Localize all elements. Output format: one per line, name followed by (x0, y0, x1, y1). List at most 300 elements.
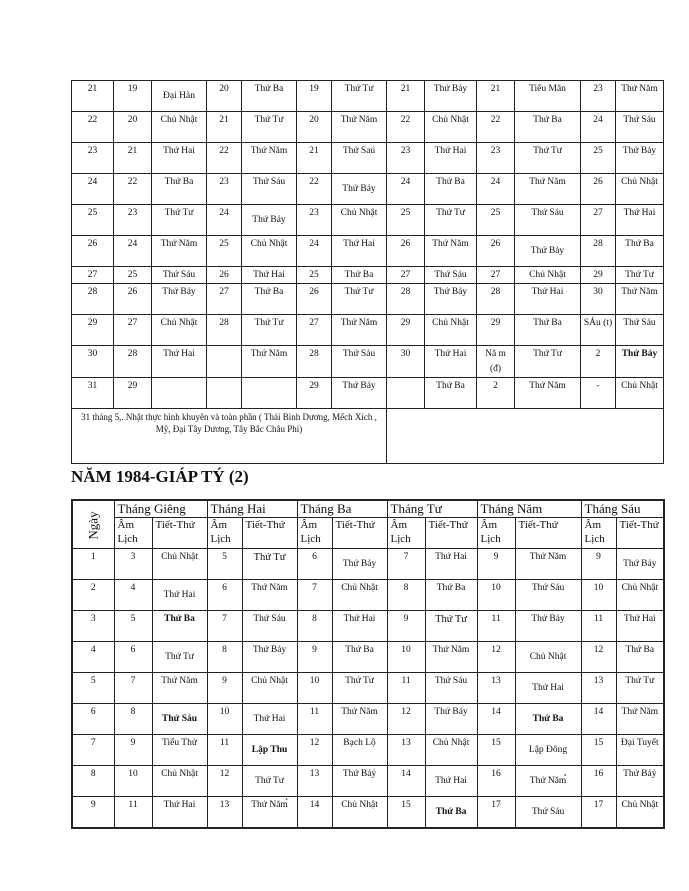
table-cell: Chủ Nhật (616, 580, 664, 611)
table-cell: Thứ Tư (152, 205, 207, 236)
table-cell: Thứ Ba (515, 112, 581, 143)
day-number-cell: 28 (72, 284, 114, 315)
table-cell: 24 (477, 174, 515, 205)
table-cell (152, 378, 207, 409)
table-cell: 14 (477, 704, 515, 735)
table-cell: Thứ Tư (425, 205, 477, 236)
table-cell: Thứ Ba (242, 284, 297, 315)
table-cell: 14 (581, 704, 616, 735)
table-cell: 11 (297, 704, 332, 735)
table-cell: Thứ Năm (425, 642, 477, 673)
table-cell: Thứ Ba (515, 315, 581, 346)
table-cell: Thứ Sáu (152, 704, 207, 735)
table-cell: 7 (297, 580, 332, 611)
table-cell: Chủ Nhật (332, 205, 387, 236)
table-cell: 23 (114, 205, 152, 236)
table-cell: Thứ Tư (515, 143, 581, 174)
table-cell: 30 (581, 284, 616, 315)
table-cell: 22 (297, 174, 332, 205)
table-cell: 13 (297, 766, 332, 797)
table-cell: Thứ Bảỷ (332, 766, 387, 797)
table-cell: Thứ Hai (332, 236, 387, 267)
table-cell: 24 (387, 174, 425, 205)
table-cell (242, 378, 297, 409)
table-cell: Chủ Nhật (616, 378, 664, 409)
table-cell: 9 (297, 642, 332, 673)
table-cell: Đại Hàn (152, 81, 207, 112)
table-cell: Thứ Năm (332, 315, 387, 346)
table-cell: Thứ Tư (332, 673, 387, 704)
table-cell: 26 (114, 284, 152, 315)
table-cell: Thứ Hai (152, 346, 207, 378)
table-cell: 22 (387, 112, 425, 143)
table-cell: 16 (581, 766, 616, 797)
table-cell: 25 (387, 205, 425, 236)
table-cell: Tiểu Mãn (515, 81, 581, 112)
table-cell: Thứ Ba (425, 797, 477, 829)
table-cell: Thứ Bảy (332, 549, 387, 580)
table-cell: 12 (207, 766, 242, 797)
table-cell: Thứ Hai (425, 143, 477, 174)
table-cell: Thứ Sáu (515, 797, 581, 829)
table-row (72, 174, 664, 205)
table-cell: 23 (207, 174, 242, 205)
month-header: Tháng Sáu (581, 500, 664, 518)
table-cell: Thứ Bảy (515, 611, 581, 642)
table-cell: 22 (114, 174, 152, 205)
table-cell: 14 (297, 797, 332, 829)
table-cell: Thứ Ba (425, 378, 477, 409)
table-row (72, 611, 664, 642)
day-number-cell: 8 (72, 766, 114, 797)
table-cell: 23 (581, 81, 616, 112)
day-number-cell: 4 (72, 642, 114, 673)
month-header: Tháng Ba (297, 500, 387, 518)
table-row (72, 205, 664, 236)
table-cell: Thứ Tư (616, 267, 664, 284)
table-cell: 11 (387, 673, 425, 704)
table-cell: Thứ Ba (425, 580, 477, 611)
table-cell: 28 (581, 236, 616, 267)
table-cell: 20 (297, 112, 332, 143)
table-cell: Thứ Năm (515, 378, 581, 409)
table-cell: 26 (207, 267, 242, 284)
table-cell: 10 (581, 580, 616, 611)
table-row (72, 673, 664, 704)
table-cell: 26 (297, 284, 332, 315)
table-cell: 10 (297, 673, 332, 704)
day-number-cell: 3 (72, 611, 114, 642)
table-cell: Thứ Tư (332, 284, 387, 315)
eclipse-note: 31 tháng 5,. Nhật thực hình khuyên và toàn phần ( Thái Bình Dương, Mếch Xích , Mỹ, Đại Tây Dương, Tây Bắc Châu Phi) (72, 409, 387, 464)
table-cell: Thứ Hai (616, 611, 664, 642)
table-cell: 13 (387, 735, 425, 766)
table-cell: 7 (207, 611, 242, 642)
table-cell: Chủ Nhật (152, 766, 207, 797)
table-cell: 25 (477, 205, 515, 236)
table-cell: Thứ Năm (515, 549, 581, 580)
table-cell: Thứ Bảy (425, 284, 477, 315)
table-cell: Thứ Hai (616, 205, 664, 236)
table-row (72, 580, 664, 611)
table-cell: Thứ Hai (152, 143, 207, 174)
sub-header: Tiết-Thứ (152, 518, 207, 549)
day-number-cell: 5 (72, 673, 114, 704)
table-cell: Thứ Bảy (616, 549, 664, 580)
table-cell: 20 (207, 81, 242, 112)
table-cell: Thứ Năm̉ (515, 766, 581, 797)
table-cell: Thứ Bảy (515, 236, 581, 267)
table-cell: Chủ Nhật (616, 797, 664, 829)
table-cell: 23 (477, 143, 515, 174)
sub-header: Âm Lịch (581, 518, 616, 549)
table-cell: 13 (477, 673, 515, 704)
table-cell: 16 (477, 766, 515, 797)
table-row (72, 378, 664, 409)
table-cell: Thứ Hai (152, 797, 207, 829)
table-cell: 10 (114, 766, 152, 797)
table-cell: Chủ Nhật (515, 267, 581, 284)
table-cell: Thứ Bảy (242, 642, 297, 673)
table-cell: 28 (114, 346, 152, 378)
table-cell: 9 (477, 549, 515, 580)
table-cell: 2 (581, 346, 616, 378)
table-cell: 30 (387, 346, 425, 378)
table-cell: Thứ Năm (616, 704, 664, 735)
table-cell: Thứ Hai (425, 766, 477, 797)
table-cell: Thứ Tư (616, 673, 664, 704)
table-cell: 21 (297, 143, 332, 174)
table-cell: Thứ Hai (515, 284, 581, 315)
table-cell: Chủ Nhật (152, 315, 207, 346)
ngay-header: Ngày (72, 500, 114, 549)
table-cell: 9 (114, 735, 152, 766)
table-cell: Thứ Năm (242, 346, 297, 378)
table-cell: 29 (114, 378, 152, 409)
table-cell: 23 (297, 205, 332, 236)
table-cell: Thứ Bảy (616, 346, 664, 378)
table-cell: 24 (297, 236, 332, 267)
table-cell: 24 (114, 236, 152, 267)
sub-header: Âm Lịch (114, 518, 152, 549)
table-cell: 9 (581, 549, 616, 580)
table-cell: Thứ Năm̉ (242, 797, 297, 829)
table-cell: 28 (477, 284, 515, 315)
table-cell: 6 (114, 642, 152, 673)
table-cell: 24 (581, 112, 616, 143)
table-cell: Chủ Nhật (242, 236, 297, 267)
day-number-cell: 27 (72, 267, 114, 284)
table-cell: Thứ Ba (332, 642, 387, 673)
table-cell: SÁu (t) (581, 315, 616, 346)
table-cell: Thứ Sáu (616, 112, 664, 143)
table-cell: Thứ Năm (332, 704, 387, 735)
table-cell: 27 (387, 267, 425, 284)
table-cell: Thứ Sáu (425, 267, 477, 284)
table-cell: 26 (581, 174, 616, 205)
day-number-cell: 7 (72, 735, 114, 766)
table-cell: 24 (207, 205, 242, 236)
month-header: Tháng Năm (477, 500, 581, 518)
table-cell: 25 (114, 267, 152, 284)
table-cell: Chủ Nhật (425, 315, 477, 346)
table-cell: Thứ Tư (425, 611, 477, 642)
table-cell: 8 (207, 642, 242, 673)
table-row (72, 236, 664, 267)
table-cell: 15 (387, 797, 425, 829)
table-cell: 21 (477, 81, 515, 112)
table-cell: Chủ Nhật (332, 580, 387, 611)
table-cell: 21 (387, 81, 425, 112)
day-number-cell: 6 (72, 704, 114, 735)
table-cell: 22 (477, 112, 515, 143)
sub-header: Tiết-Thứ (332, 518, 387, 549)
table-cell: 13 (207, 797, 242, 829)
table-cell: 12 (477, 642, 515, 673)
table-cell: 22 (207, 143, 242, 174)
table-cell: 5 (207, 549, 242, 580)
table-cell: Thứ Hai (152, 580, 207, 611)
table-cell: Thứ Ba (515, 704, 581, 735)
table-cell: 27 (207, 284, 242, 315)
table-cell: 10 (477, 580, 515, 611)
table-cell: Thứ Ba (425, 174, 477, 205)
sub-header: Âm Lịch (387, 518, 425, 549)
table-cell: 15 (581, 735, 616, 766)
sub-header: Tiết-Thứ (242, 518, 297, 549)
table-row (72, 642, 664, 673)
table-cell: Thứ Sáu (425, 673, 477, 704)
table-cell: 21 (114, 143, 152, 174)
table-cell: Thứ Ba (152, 611, 207, 642)
day-number-cell: 9 (72, 797, 114, 829)
table-cell: 27 (581, 205, 616, 236)
table-cell: 26 (477, 236, 515, 267)
table-cell: Tiểu Thử (152, 735, 207, 766)
table-row (72, 766, 664, 797)
table-cell: Chủ Nhật (332, 797, 387, 829)
table-cell: Thứ Sáu (515, 205, 581, 236)
table-cell: 25 (297, 267, 332, 284)
table-cell: Chủ Nhật (425, 735, 477, 766)
table-cell: Lập Đông (515, 735, 581, 766)
table-cell: Thứ Năm (332, 112, 387, 143)
table-cell: 11 (581, 611, 616, 642)
day-number-cell: 24 (72, 174, 114, 205)
table-cell: 6 (207, 580, 242, 611)
table-cell: 29 (477, 315, 515, 346)
table-cell: 28 (297, 346, 332, 378)
table-cell: Đại Tuyết (616, 735, 664, 766)
table-cell: Thứ Tư (332, 81, 387, 112)
table-cell: Thứ Năm (152, 673, 207, 704)
table-cell: Thứ Sáu (242, 174, 297, 205)
table-cell: Thứ Tư (242, 766, 297, 797)
table-cell: 29 (581, 267, 616, 284)
table-cell: Thứ Tư (152, 642, 207, 673)
table-cell: Thứ Sáu (616, 315, 664, 346)
table-row (72, 315, 664, 346)
table-cell: Thứ Bảy (242, 205, 297, 236)
table-cell: Thứ Hai (242, 704, 297, 735)
table-cell: 19 (114, 81, 152, 112)
table-cell: Chủ Nhật (425, 112, 477, 143)
table-row (72, 284, 664, 315)
table-cell: Chủ Nhật (152, 549, 207, 580)
table-cell: Thứ Năm (152, 236, 207, 267)
table-cell: Thứ Tư (242, 315, 297, 346)
note-row (72, 409, 664, 464)
table-cell: Thứ Năm (515, 174, 581, 205)
table-cell: 12 (387, 704, 425, 735)
day-number-cell: 30 (72, 346, 114, 378)
table-cell: 4 (114, 580, 152, 611)
table-cell: 12 (297, 735, 332, 766)
table-cell: - (581, 378, 616, 409)
table-cell: Thứ Năm (425, 236, 477, 267)
table-cell: Thứ Ba (616, 236, 664, 267)
table-cell: Thứ Năm (616, 284, 664, 315)
table-cell: 9 (387, 611, 425, 642)
table-cell: 28 (207, 315, 242, 346)
table-cell: 3 (114, 549, 152, 580)
table-cell: Thứ Năm (242, 580, 297, 611)
table-cell: Thứ Sáu (515, 580, 581, 611)
table-cell: Thứ Ba (152, 174, 207, 205)
table-cell: Thứ Tư (515, 346, 581, 378)
table-cell: 27 (477, 267, 515, 284)
table-cell: 27 (114, 315, 152, 346)
table-cell: Lập Thu (242, 735, 297, 766)
table-cell: 8 (387, 580, 425, 611)
table-cell: Thứ Bảy (332, 174, 387, 205)
table-cell: 5 (114, 611, 152, 642)
table-cell: Thứ Ba (616, 642, 664, 673)
sub-header: Tiết-Thứ (515, 518, 581, 549)
table-row (72, 346, 664, 378)
page-title: NĂM 1984-GIÁP TÝ (2) (71, 467, 249, 486)
month-header: Tháng Tư (387, 500, 477, 518)
table-cell: Nă m (đ) (477, 346, 515, 378)
calendar-table-1984 (71, 499, 665, 829)
table-row (72, 549, 664, 580)
table-cell: Thứ Hai (425, 549, 477, 580)
table-cell: Thứ Tư (242, 112, 297, 143)
table-cell: 14 (387, 766, 425, 797)
table-cell: 29 (387, 315, 425, 346)
table-row (72, 81, 664, 112)
table-cell: Thứ Bảy (152, 284, 207, 315)
table-row (72, 143, 664, 174)
table-cell: Thứ Hai (515, 673, 581, 704)
table-cell: 11 (114, 797, 152, 829)
day-number-cell: 25 (72, 205, 114, 236)
table-cell: Thứ Bảy (425, 81, 477, 112)
table-cell: Thứ Hai (425, 346, 477, 378)
table-cell (207, 346, 242, 378)
sub-header: Âm Lịch (297, 518, 332, 549)
month-header: Tháng Giêng (114, 500, 207, 518)
day-number-cell: 31 (72, 378, 114, 409)
table-cell: 21 (207, 112, 242, 143)
table-cell: 15 (477, 735, 515, 766)
table-cell: Thứ Ba (332, 267, 387, 284)
table-cell: Chủ Nhật (152, 112, 207, 143)
table-cell: 23 (387, 143, 425, 174)
table-cell: 27 (297, 315, 332, 346)
table-cell: 29 (297, 378, 332, 409)
table-cell: 8 (297, 611, 332, 642)
table-cell: 25 (207, 236, 242, 267)
table-row (72, 797, 664, 829)
table-cell: 2 (477, 378, 515, 409)
table-cell: 17 (477, 797, 515, 829)
table-cell (207, 378, 242, 409)
calendar-table-continued (71, 80, 664, 464)
sub-header: Âm Lịch (477, 518, 515, 549)
day-number-cell: 26 (72, 236, 114, 267)
table-cell: 8 (114, 704, 152, 735)
sub-header: Âm Lịch (207, 518, 242, 549)
table-cell: Thứ Bảy (425, 704, 477, 735)
sub-header: Tiết-Thứ (425, 518, 477, 549)
table-cell: 7 (114, 673, 152, 704)
table-cell: 13 (581, 673, 616, 704)
table-cell: Chủ Nhật (616, 174, 664, 205)
table-cell: 20 (114, 112, 152, 143)
day-number-cell: 23 (72, 143, 114, 174)
table-row (72, 735, 664, 766)
month-header: Tháng Hai (207, 500, 297, 518)
table-cell: Thứ Hai (242, 267, 297, 284)
table-cell (387, 378, 425, 409)
day-number-cell: 29 (72, 315, 114, 346)
table-cell: Thứ Năm (242, 143, 297, 174)
table-cell: 11 (477, 611, 515, 642)
table-cell: Thứ Bảy (332, 378, 387, 409)
table-row (72, 267, 664, 284)
table-cell: Thứ Hai (332, 611, 387, 642)
table-cell: 28 (387, 284, 425, 315)
table-cell: Thứ Sáu (242, 611, 297, 642)
empty-cell (387, 409, 664, 464)
day-number-cell: 1 (72, 549, 114, 580)
day-number-cell: 21 (72, 81, 114, 112)
table-cell: 11 (207, 735, 242, 766)
table-cell: Thứ Năm (616, 81, 664, 112)
table-cell: 6 (297, 549, 332, 580)
table-cell: 17 (581, 797, 616, 829)
table-row (72, 112, 664, 143)
table-cell: 26 (387, 236, 425, 267)
table-cell: Thứ Sáu (152, 267, 207, 284)
table-cell: Thứ Ba (242, 81, 297, 112)
table-cell: 12 (581, 642, 616, 673)
table-cell: 7 (387, 549, 425, 580)
table-cell: Chủ Nhật (515, 642, 581, 673)
table-cell: Thứ Bảy (616, 143, 664, 174)
table-cell: 19 (297, 81, 332, 112)
table-cell: Thứ Tư (242, 549, 297, 580)
table-cell: Thứ Saú (332, 143, 387, 174)
table-cell: 10 (207, 704, 242, 735)
sub-header: Tiết-Thứ (616, 518, 664, 549)
table-cell: Bạch Lộ (332, 735, 387, 766)
day-number-cell: 22 (72, 112, 114, 143)
table-cell: 10 (387, 642, 425, 673)
table-cell: 9 (207, 673, 242, 704)
table-cell: Thứ Sáu (332, 346, 387, 378)
